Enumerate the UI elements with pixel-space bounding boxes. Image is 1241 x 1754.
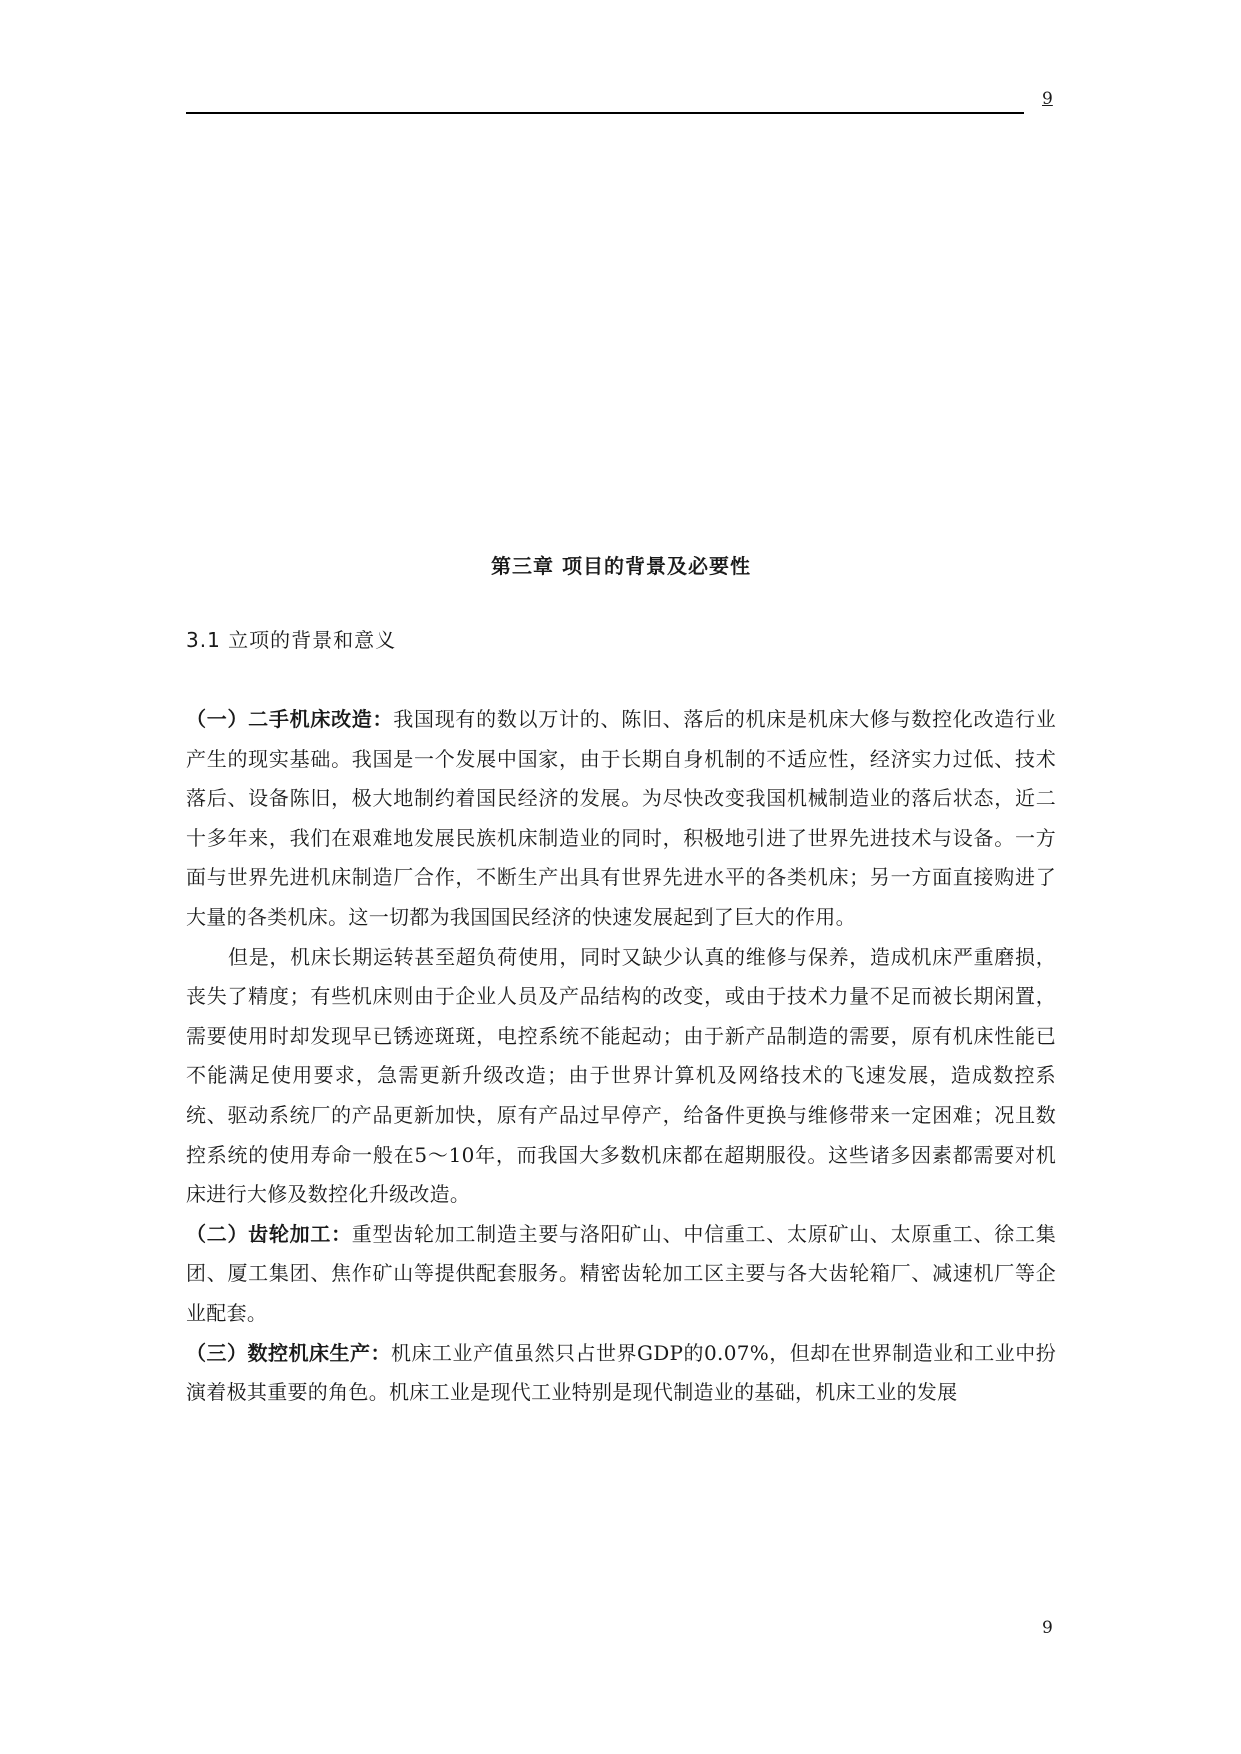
paragraph-lead: （二）齿轮加工： [186, 1221, 352, 1246]
paragraph-text: 重型齿轮加工制造主要与洛阳矿山、中信重工、太原矿山、太原重工、徐工集团、厦工集团、焦作矿山等提供配套服务。精密齿轮加工区主要与各大齿轮箱厂、减速机厂等企业配套。 [186, 1221, 1056, 1325]
paragraph-3 [186, 1215, 1056, 1334]
footer-page-number: 9 [1042, 1618, 1053, 1638]
paragraph-2 [186, 938, 1056, 1215]
paragraph-text: 但是，机床长期运转甚至超负荷使用，同时又缺少认真的维修与保养，造成机床严重磨损，丧失了精度；有些机床则由于企业人员及产品结构的改变，或由于技术力量不足而被长期闲置，需要使用时却发现早已锈迹斑斑，电控系统不能起动；由于新产品制造的需要，原有机床性能已不能满足使用要求，急需更新升级改造；由于世界计算机及网络技术的飞速发展，造成数控系统、驱动系统厂的产品更新加快，原有产品过早停产，给备件更换与维修带来一定困难；况且数控系统的使用寿命一般在5～10年，而我国大多数机床都在超期服役。这些诸多因素都需要对机床进行大修及数控化升级改造。 [186, 944, 1056, 1207]
header-rule [186, 112, 1024, 114]
chapter-title: 第三章 项目的背景及必要性 [491, 554, 751, 578]
header-page-number: 9 [1042, 89, 1053, 109]
body-text [186, 700, 1056, 1413]
paragraph-text: 我国现有的数以万计的、陈旧、落后的机床是机床大修与数控化改造行业产生的现实基础。我国是一个发展中国家，由于长期自身机制的不适应性，经济实力过低、技术落后、设备陈旧，极大地制约着国民经济的发展。为尽快改变我国机械制造业的落后状态，近二十多年来，我们在艰难地发展民族机床制造业的同时，积极地引进了世界先进技术与设备。一方面与世界先进机床制造厂合作，不断生产出具有世界先进水平的各类机床；另一方面直接购进了大量的各类机床。这一切都为我国国民经济的快速发展起到了巨大的作用。 [186, 707, 1056, 929]
paragraph-4 [186, 1334, 1056, 1413]
paragraph-lead: （三）数控机床生产： [186, 1340, 391, 1365]
section-title: 3.1 立项的背景和意义 [186, 628, 397, 652]
paragraph-text: 机床工业产值虽然只占世界GDP的0.07%，但却在世界制造业和工业中扮演着极其重要的角色。机床工业是现代工业特别是现代制造业的基础，机床工业的发展 [186, 1340, 1057, 1405]
paragraph-1 [186, 700, 1056, 938]
paragraph-lead: （一）二手机床改造： [186, 707, 394, 731]
